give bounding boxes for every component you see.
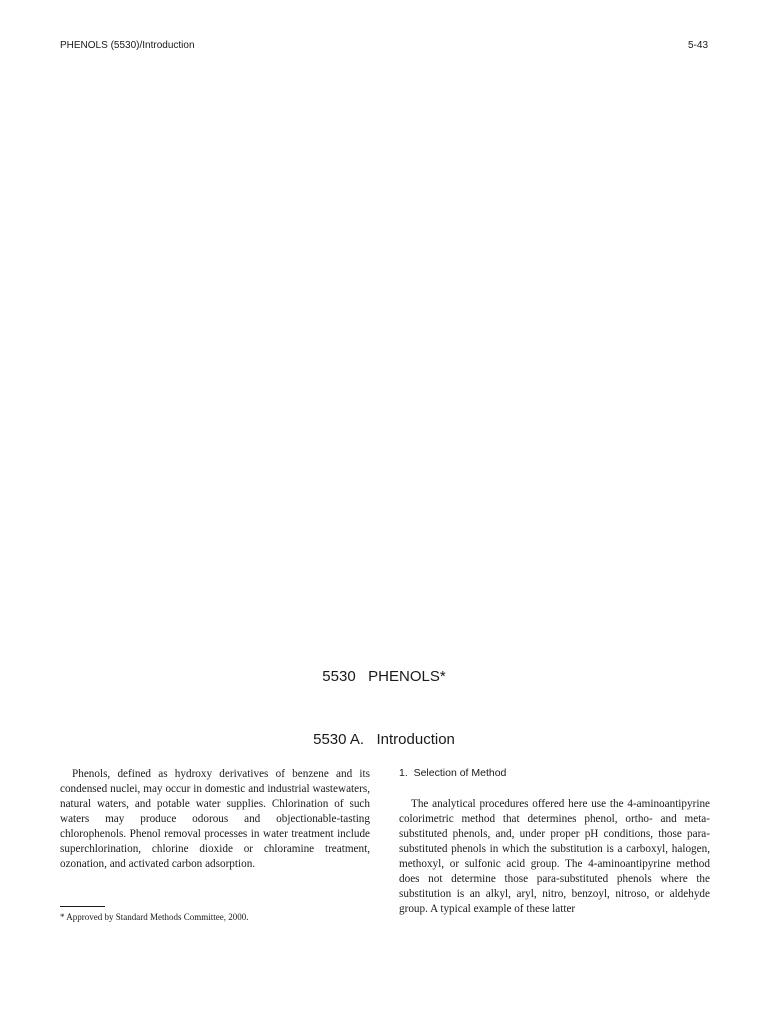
method-paragraph: The analytical procedures offered here use the 4-aminoantipyrine colorimetric method that determines phenol, ortho- and meta-substituted phenols, and, under proper pH conditions, those para-substituted phenols in which the substitution is a carboxyl, halogen, methoxyl, or sulfonic acid group. The 4-aminoantipyrine method does not determine those para-substituted phenols where the substitution is an alkyl, aryl, nitro, benzoyl, nitroso, or aldehyde group. A typical example of these latter [399, 798, 710, 915]
intro-paragraph: Phenols, defined as hydroxy derivatives of benzene and its condensed nuclei, may occur in domestic and industrial wastewaters, natural waters, and potable water supplies. Chlorination of such waters may produce odorous and objectionable-tasting chlorophenols. Phenol removal processes in water treatment include superchlorination, chlorine dioxide or chloramine treatment, ozonation, and activated carbon adsorption. [60, 768, 370, 870]
right-column [399, 797, 710, 917]
page-number: 5-43 [687, 40, 708, 51]
subsection-title: 5530 A. Introduction [313, 731, 455, 748]
section-title: 5530 PHENOLS* [322, 668, 446, 685]
running-header-title: PHENOLS (5530)/Introduction [60, 40, 195, 51]
footnote-divider [60, 906, 105, 907]
method-heading: 1. Selection of Method [399, 767, 507, 779]
running-header [60, 40, 708, 54]
footnote: * Approved by Standard Methods Committee, 2000. [60, 912, 249, 922]
left-column [60, 767, 370, 872]
